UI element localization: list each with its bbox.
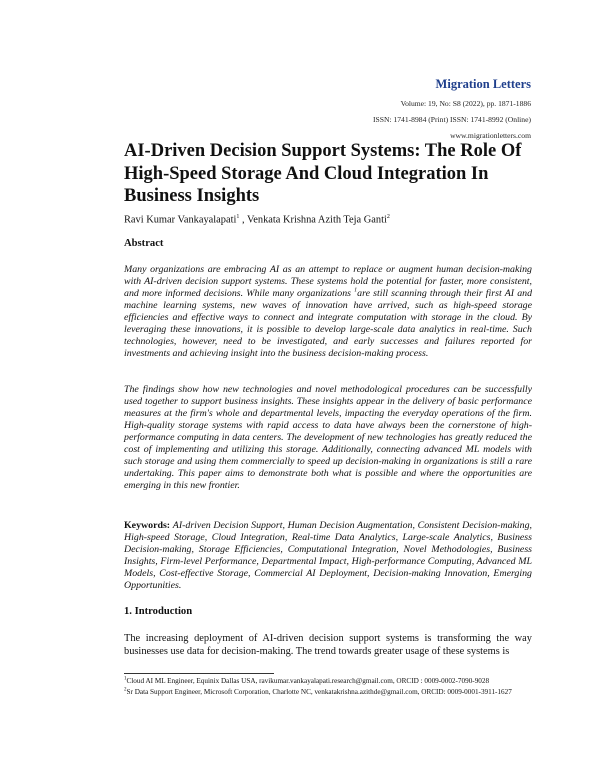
abstract-paragraph [124,264,532,360]
keywords-text: AI-driven Decision Support, Human Decision Augmentation, Consistent Decision-making, High-speed Storage, Cloud Integration, Real-time Data Analytics, Large-scale Analytics, Business Decision-making, Storage Efficiencies, Computational Integration, Novel Methodologies, Business Insights, Firm-level Performance, Departmental Impact, High-performance Computing, Advanced ML Models, Cost-effective Storage, Commercial AI Deployment, Decision-making Innovation, Emerging Opportunities. [124,520,532,591]
keywords-label: Keywords: [124,520,171,531]
journal-website: www.migrationletters.com [450,131,531,140]
author-affiliation-mark: 2 [386,214,390,220]
author-list [124,214,390,225]
abstract-heading: Abstract [124,238,164,249]
issn-info: ISSN: 1741-8984 (Print) ISSN: 1741-8992 (Online) [373,115,531,124]
footnote-text: Sr Data Support Engineer, Microsoft Corporation, Charlotte NC, venkatakrishna.azithde@gmail.com, ORCID: 0009-0001-3911-1627 [126,688,512,696]
abstract-text: Many organizations are embracing AI as an attempt to replace or augment human decision-making with AI-driven decision support systems. These systems hold the potential for faster, more consistent, and more informed decisions. While many organizations [124,264,532,299]
footnote-mark: 2 [124,687,127,693]
footnote [124,677,544,686]
paper-title: AI-Driven Decision Support Systems: The Role Of High-Speed Storage And Cloud Integration In Business Insights [124,141,522,206]
section-heading: 1. Introduction [124,606,193,617]
author-affiliation-mark: 1 [236,214,240,220]
journal-name: Migration Letters [435,77,531,91]
abstract-text: are still scanning through their first AI and machine learning systems, new waves of innovation have arrived, such as high-speed storage efficiencies and effective ways to connect and integrate computation with storage in the cloud. By leveraging these innovations, it is possible to develop large-scale data analytics in real-time. Such technologies, however, need to be investigated, and early successes and failures reported for investments and achieving insight into the business decision-making process. [124,287,533,359]
author-name: Ravi Kumar Vankayalapati [124,214,237,226]
intro-paragraph: The increasing deployment of AI-driven decision support systems is transforming the way businesses use data for decision-making. The trend towards greater usage of these systems is [124,633,532,657]
abstract-paragraph: The findings show how new technologies and novel methodological procedures can be successfully used together to support business insights. These insights appear in the delivery of basic performance measures at the firm's whole and departmental levels, impacting the everyday operations of the firm. High-quality storage systems with rapid access to data have always been the cornerstone of high-performance computing in data centers. The development of new technologies has greatly reduced the cost of implementing and utilizing this storage. Additionally, connecting advanced ML models with such storage and using them commercially to speed up decision-making in organizations is still a rare undertaking. This paper aims to demonstrate both what is possible and where the opportunities are emerging in this new frontier. [124,384,532,491]
keywords-paragraph [124,520,532,592]
footnote-mark: 1 [124,676,127,682]
footnote-text: Cloud AI ML Engineer, Equinix Dallas USA, ravikumar.vankayalapati.research@gmail.com, ORCID : 0009-0002-7090-9028 [126,677,490,685]
footnote-mark: 1 [354,287,358,294]
volume-info: Volume: 19, No: S8 (2022), pp. 1871-1886 [400,99,531,108]
footnote [124,688,544,697]
author-name: Venkata Krishna Azith Teja Ganti [246,214,387,226]
author-separator: , [239,214,247,226]
footnote-divider [124,673,274,674]
